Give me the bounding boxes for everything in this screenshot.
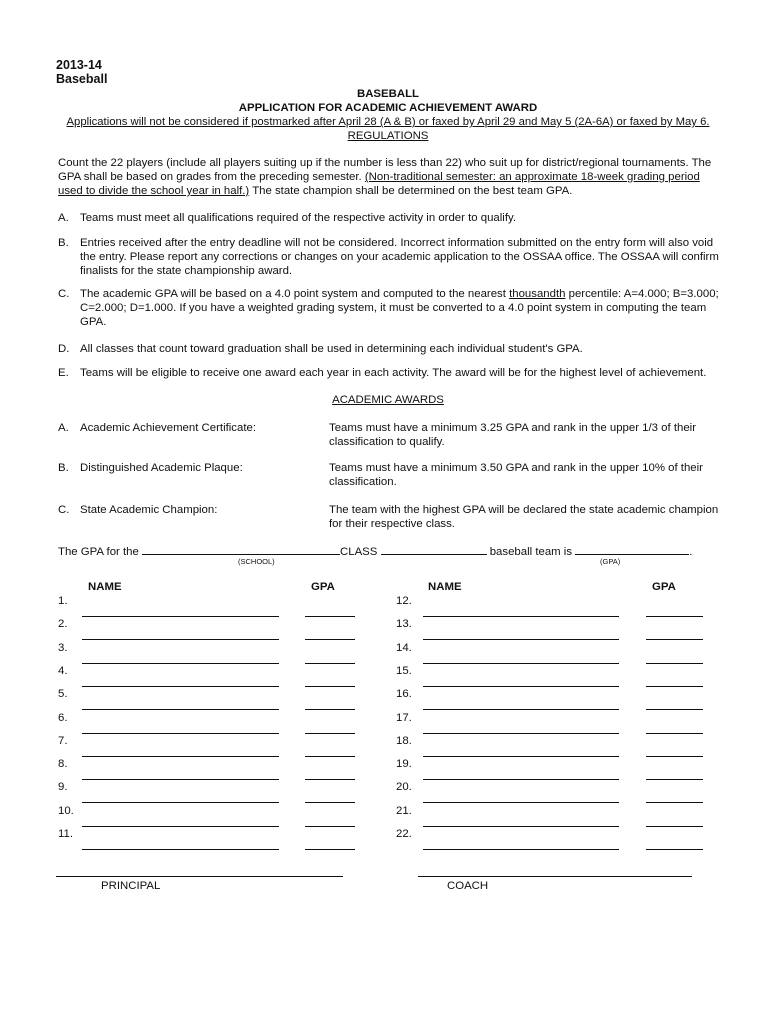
roster-number: 2.	[58, 618, 68, 631]
player-name-field[interactable]	[82, 779, 279, 780]
player-gpa-field[interactable]	[646, 639, 703, 640]
player-gpa-field[interactable]	[646, 616, 703, 617]
team-label: baseball team is	[489, 546, 573, 558]
player-name-field[interactable]	[423, 826, 619, 827]
class-field[interactable]	[381, 543, 487, 555]
intro-paragraph	[58, 156, 726, 198]
player-name-field[interactable]	[423, 639, 619, 640]
player-name-field[interactable]	[423, 849, 619, 850]
roster-number: 13.	[396, 618, 412, 631]
player-name-field[interactable]	[82, 709, 279, 710]
regulation-c-underlined: thousandth	[509, 288, 566, 300]
roster-number: 15.	[396, 664, 412, 677]
player-name-field[interactable]	[82, 756, 279, 757]
player-gpa-field[interactable]	[305, 639, 355, 640]
regulations-heading: REGULATIONS	[347, 130, 429, 142]
award-a-name: Academic Achievement Certificate:	[80, 422, 256, 434]
player-gpa-field[interactable]	[305, 826, 355, 827]
roster-number: 11.	[58, 828, 73, 840]
regulation-c-letter: C.	[58, 288, 70, 300]
deadline-notice: Applications will not be considered if postmarked after April 28 (A & B) or faxed by April 29 and May 5 (2A-6A) or faxed by May 6.	[66, 116, 710, 128]
player-gpa-field[interactable]	[305, 849, 355, 850]
award-c-name: State Academic Champion:	[80, 504, 218, 516]
gpa-statement-prefix: The GPA for the	[58, 546, 139, 558]
award-c-description: The team with the highest GPA will be declared the state academic champion for their respective class.	[329, 504, 719, 530]
roster-number: 8.	[58, 758, 68, 771]
regulation-c-text	[80, 287, 726, 329]
player-gpa-field[interactable]	[646, 663, 703, 664]
player-gpa-field[interactable]	[305, 733, 355, 734]
player-name-field[interactable]	[423, 663, 619, 664]
player-gpa-field[interactable]	[646, 709, 703, 710]
regulation-d-letter: D.	[58, 343, 70, 355]
player-gpa-field[interactable]	[646, 779, 703, 780]
award-c-letter: C.	[58, 504, 70, 516]
regulation-e-letter: E.	[58, 367, 69, 379]
roster-number: 10.	[58, 804, 74, 817]
player-name-field[interactable]	[423, 709, 619, 710]
roster-number: 3.	[58, 641, 68, 654]
roster-number: 6.	[58, 711, 68, 724]
school-name-field[interactable]	[142, 543, 340, 555]
gpa-statement	[58, 543, 692, 559]
sport-name: Baseball	[56, 72, 108, 86]
left-gpa-header: GPA	[311, 581, 335, 593]
regulation-e-text: Teams will be eligible to receive one award each year in each activity. The award will be for the highest level of achievement.	[80, 367, 707, 379]
player-gpa-field[interactable]	[646, 826, 703, 827]
form-title: APPLICATION FOR ACADEMIC ACHIEVEMENT AWARD	[238, 102, 538, 114]
regulation-d-text: All classes that count toward graduation shall be used in determining each individual student's GPA.	[80, 343, 583, 355]
award-b-description: Teams must have a minimum 3.50 GPA and rank in the upper 10% of their classification.	[329, 462, 703, 488]
left-name-header: NAME	[88, 581, 122, 593]
regulation-c-text-2: percentile: A=4.000; B=3.000; C=2.000; D=1.000. If you have a weighted grading system, it must be converted to a 4.0 point system in computing the team GPA.	[80, 288, 719, 328]
awards-heading: ACADEMIC AWARDS	[332, 394, 444, 406]
player-name-field[interactable]	[82, 686, 279, 687]
roster-number: 9.	[58, 781, 68, 794]
roster-number: 19.	[396, 758, 412, 771]
award-b-letter: B.	[58, 462, 69, 474]
principal-label: PRINCIPAL	[101, 880, 161, 892]
coach-signature-line[interactable]	[418, 876, 692, 877]
school-hint: (SCHOOL)	[238, 557, 275, 566]
right-name-header: NAME	[428, 581, 462, 593]
roster-number: 14.	[396, 641, 412, 654]
player-name-field[interactable]	[82, 639, 279, 640]
roster-number: 17.	[396, 711, 412, 724]
award-a-description: Teams must have a minimum 3.25 GPA and rank in the upper 1/3 of their classification to qualify.	[329, 422, 697, 448]
roster-number: 4.	[58, 664, 68, 677]
player-name-field[interactable]	[423, 616, 619, 617]
player-gpa-field[interactable]	[305, 709, 355, 710]
player-name-field[interactable]	[423, 733, 619, 734]
intro-text-1: Count the 22 players (include all players suiting up if the number is less than 22) who suit up for district/regional tournaments. The GPA shall be based on grades from the preceding semester.	[58, 157, 712, 183]
roster-number: 21.	[396, 804, 412, 817]
player-name-field[interactable]	[82, 733, 279, 734]
player-name-field[interactable]	[423, 779, 619, 780]
roster-number: 20.	[396, 781, 412, 794]
class-label: CLASS	[340, 546, 378, 558]
player-name-field[interactable]	[423, 686, 619, 687]
player-gpa-field[interactable]	[646, 733, 703, 734]
right-gpa-header: GPA	[652, 581, 676, 593]
player-name-field[interactable]	[82, 826, 279, 827]
roster-number: 12.	[396, 595, 412, 607]
gpa-hint: (GPA)	[600, 557, 621, 566]
player-gpa-field[interactable]	[305, 686, 355, 687]
player-gpa-field[interactable]	[646, 756, 703, 757]
player-gpa-field[interactable]	[305, 616, 355, 617]
regulation-b-letter: B.	[58, 237, 69, 249]
roster-number: 16.	[396, 688, 412, 701]
player-name-field[interactable]	[82, 663, 279, 664]
player-gpa-field[interactable]	[305, 802, 355, 803]
statement-end: .	[689, 546, 693, 558]
regulation-a-letter: A.	[58, 212, 69, 224]
team-gpa-field[interactable]	[575, 543, 689, 555]
intro-text-underlined: (Non-traditional semester: an approximate 18-week grading period used to divide the school year in half.)	[58, 171, 700, 197]
roster-number: 22.	[396, 828, 412, 840]
player-gpa-field[interactable]	[646, 686, 703, 687]
award-a-letter: A.	[58, 422, 69, 434]
coach-label: COACH	[447, 880, 489, 892]
roster-number: 1.	[58, 595, 68, 607]
roster-number: 18.	[396, 734, 412, 747]
player-name-field[interactable]	[82, 849, 279, 850]
player-name-field[interactable]	[423, 756, 619, 757]
award-b-name: Distinguished Academic Plaque:	[80, 462, 243, 474]
player-gpa-field[interactable]	[305, 779, 355, 780]
title-sport: BASEBALL	[356, 88, 419, 100]
player-gpa-field[interactable]	[646, 802, 703, 803]
player-name-field[interactable]	[82, 802, 279, 803]
roster-number: 7.	[58, 734, 68, 747]
player-name-field[interactable]	[82, 616, 279, 617]
regulation-c-text-1: The academic GPA will be based on a 4.0 point system and computed to the nearest	[80, 288, 510, 300]
roster-number: 5.	[58, 688, 68, 701]
principal-signature-line[interactable]	[56, 876, 343, 877]
intro-text-2: The state champion shall be determined on the best team GPA.	[249, 185, 573, 197]
player-gpa-field[interactable]	[305, 663, 355, 664]
player-name-field[interactable]	[423, 802, 619, 803]
season-year: 2013-14	[56, 58, 102, 72]
player-gpa-field[interactable]	[305, 756, 355, 757]
regulation-b-text: Entries received after the entry deadline will not be considered. Incorrect information submitted on the entry form will also void the entry. Please report any corrections or changes on your academic application to the OSSAA office. The OSSAA will confirm finalists for the state championship award.	[80, 237, 719, 277]
regulation-a-text: Teams must meet all qualifications required of the respective activity in order to qualify.	[80, 212, 516, 224]
player-gpa-field[interactable]	[646, 849, 703, 850]
